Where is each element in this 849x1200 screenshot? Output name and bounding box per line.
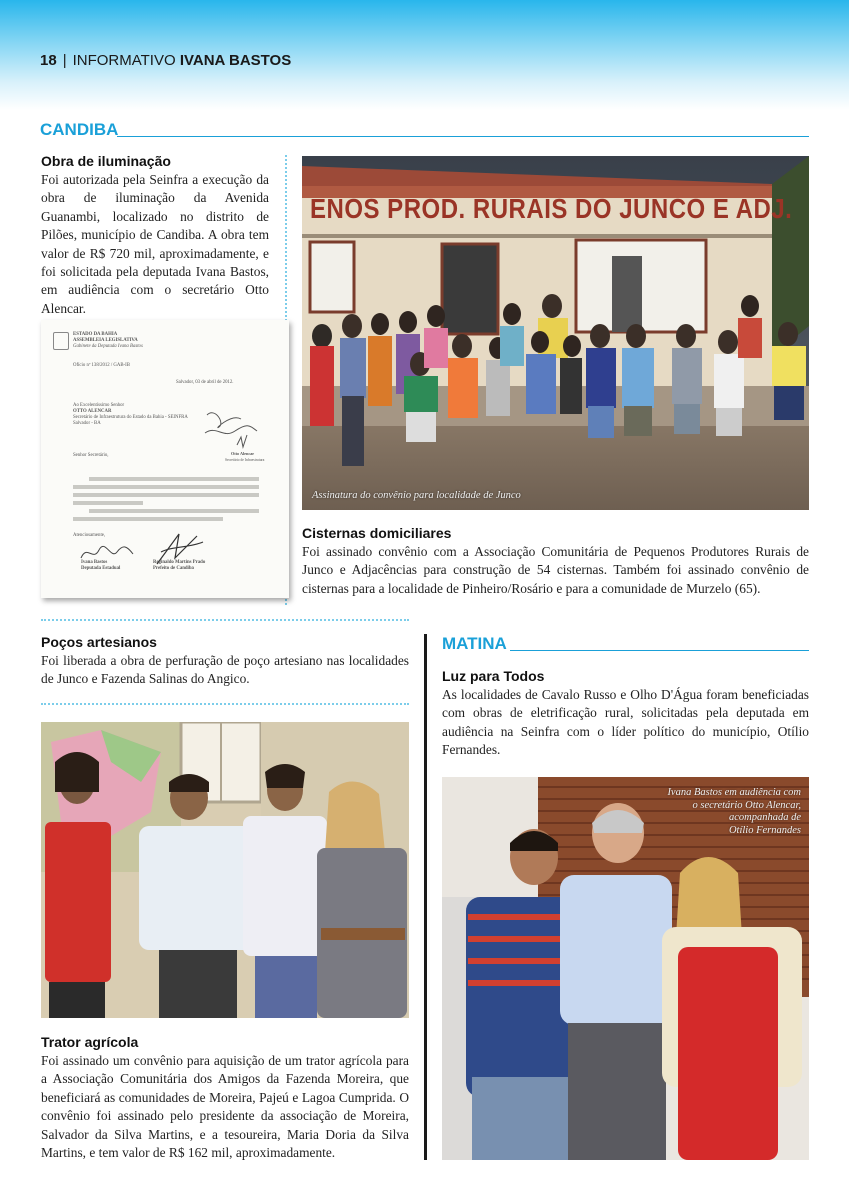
building-sign: ENOS PROD. RURAIS DO JUNCO E ADJ. bbox=[310, 194, 793, 226]
letter-line: Senhor Secretário, bbox=[73, 453, 109, 458]
section-rule-matina bbox=[510, 650, 809, 651]
body-iluminacao: Foi autorizada pela Seinfra a execução da obra de iluminação da Avenida Guanambi, localizado no distrito de Pilões, município de Candiba. A obra tem valor de R$ 720 mil, aproximadamente, e foi solicitada pela deputada Ivana Bastos, em audiência com o secretário Otto Alencar. bbox=[41, 172, 269, 316]
header-separator: | bbox=[62, 52, 67, 69]
section-divider bbox=[41, 619, 409, 621]
photo-trator-group bbox=[41, 722, 409, 1018]
letter-signer2: Reginaldo Martins Prado bbox=[153, 560, 206, 565]
letter-signer1-role: Deputada Estadual bbox=[81, 566, 121, 571]
heading-pocos: Poços artesianos bbox=[41, 634, 157, 650]
body-cisternas: Foi assinado convênio com a Associação Comunitária de Pequenos Produtores Rurais de Junco e Adjacências para construção de 54 cisternas. Também foi assinado convênio de cisternas para a localidade de Pinheiro/Rosário e para a comunidade de Murzelo (65). bbox=[302, 544, 809, 596]
heading-cisternas: Cisternas domiciliares bbox=[302, 525, 452, 541]
letter-line: Ofício nº 138/2012 / GAB-IB bbox=[73, 363, 130, 368]
letter-scan bbox=[41, 320, 289, 598]
letter-line: ASSEMBLEIA LEGISLATIVA bbox=[73, 338, 138, 343]
photo-caption-junco: Assinatura do convênio para localidade de Junco bbox=[312, 490, 521, 501]
letter-line: Atenciosamente, bbox=[73, 533, 106, 538]
stamp-role: Secretário de Infraestrutura bbox=[225, 458, 265, 462]
caption-line: Otílio Fernandes bbox=[728, 824, 801, 836]
section-title-matina: MATINA bbox=[442, 634, 507, 653]
letter-line: Salvador, 03 de abril de 2012. bbox=[176, 380, 234, 385]
heading-trator: Trator agrícola bbox=[41, 1034, 139, 1050]
publication-name: INFORMATIVO bbox=[72, 52, 176, 69]
section-rule-candiba bbox=[117, 136, 809, 137]
photo-matina-audiencia bbox=[442, 777, 809, 1160]
page-header bbox=[40, 52, 291, 69]
letter-line: ESTADO DA BAHIA bbox=[73, 332, 118, 337]
caption-line: o secretário Otto Alencar, bbox=[692, 799, 801, 811]
letter-line: Ao Excelentíssimo Senhor bbox=[73, 403, 125, 408]
caption-line: Ivana Bastos em audiência com bbox=[667, 787, 801, 798]
letter-line: Secretário de Infraestrutura do Estado da Bahia - SEINFRA bbox=[73, 415, 188, 420]
page-number: 18 bbox=[40, 52, 57, 69]
section-title-candiba: CANDIBA bbox=[40, 120, 119, 139]
letter-line: OTTO ALENCAR bbox=[73, 409, 112, 414]
publication-brand: IVANA BASTOS bbox=[179, 52, 292, 69]
state-seal-icon bbox=[53, 332, 69, 350]
stamp-name: Otto Alencar bbox=[231, 451, 255, 456]
body-pocos: Foi liberada a obra de perfuração de poço artesiano nas localidades de Junco e Fazenda Salinas do Angico. bbox=[41, 653, 409, 687]
matina-divider bbox=[424, 634, 427, 1160]
heading-luz-para-todos: Luz para Todos bbox=[442, 668, 545, 684]
letter-signer2-role: Prefeito de Candiba bbox=[153, 566, 194, 571]
body-luz-para-todos: As localidades de Cavalo Russo e Olho D'Água foram beneficiadas com obras de eletrificação rural, solicitadas pela deputada em audiência na Seinfra com o líder político do município, Otílio Fernandes. bbox=[442, 687, 809, 758]
letter-line: Gabinete da Deputada Ivana Bastos bbox=[73, 344, 143, 349]
heading-iluminacao: Obra de iluminação bbox=[41, 153, 171, 169]
letter-line: Salvador - BA bbox=[73, 421, 101, 426]
caption-line: acompanhada de bbox=[728, 812, 801, 823]
body-trator: Foi assinado um convênio para aquisição de um trator agrícola para a Associação Comunitária dos Amigos da Fazenda Moreira, que beneficiará as comunidades de Moreira, Pajeú e Lagoa Cumprida. O convênio foi assinado pelo presidente da associação de Moreira, Salvador da Silva Martins, e a tesoureira, Maria Doria da Silva Martins, e tem valor de R$ 162 mil, aproximadamente. bbox=[41, 1053, 409, 1161]
photo-caption-matina bbox=[667, 787, 801, 837]
photo-junco bbox=[302, 156, 809, 510]
letter-signer1: Ivana Bastos bbox=[81, 560, 108, 565]
section-divider bbox=[41, 703, 409, 705]
